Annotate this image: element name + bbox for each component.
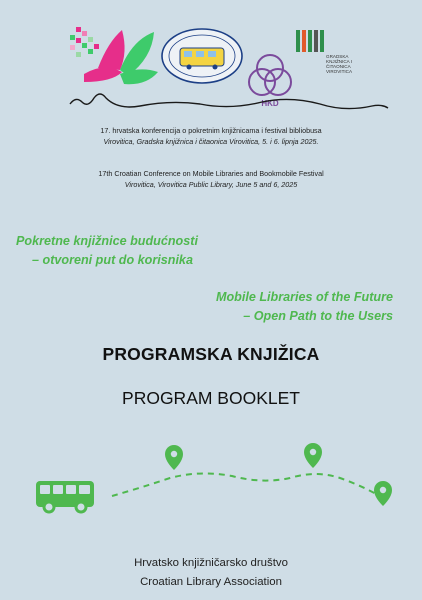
- organization-name-hr: Hrvatsko knjižničarsko društvo: [134, 557, 288, 569]
- hkd-label: HKD: [261, 99, 279, 108]
- map-pin-icon: [304, 443, 322, 468]
- conference-location-hr: Virovitica, Gradska knjižnica i čitaonica Virovitica, 5. i 6. lipnja 2025.: [103, 137, 319, 146]
- conference-title-en: 17th Croatian Conference on Mobile Libraries and Bookmobile Festival: [98, 169, 324, 178]
- conference-info-en: [0, 168, 422, 190]
- wavy-contour-line: [70, 94, 388, 109]
- conference-title-hr: 17. hrvatska konferencija o pokretnim knjižnicama i festival bibliobusa: [100, 126, 322, 135]
- library-logo-line-2: KNJIŽNICA I: [326, 59, 353, 64]
- library-logo-line-1: GRADSKA: [326, 54, 349, 59]
- bus-icon: [36, 481, 94, 512]
- route-graphic: [0, 430, 422, 540]
- subtitle-hr-line-2: – otvoreni put do korisnika: [32, 253, 193, 267]
- open-book-icon: [84, 30, 158, 84]
- page-title-hr: PROGRAMSKA KNJIŽICA: [102, 344, 320, 364]
- map-pin-icon: [165, 445, 183, 470]
- subtitle-en: [216, 288, 393, 326]
- map-pin-icon: [374, 481, 392, 506]
- page-title-en: PROGRAM BOOKLET: [122, 388, 300, 408]
- library-bars-logo: [296, 30, 353, 74]
- logo-strip: [0, 0, 422, 140]
- conference-location-en: Virovitica, Virovitica Public Library, June 5 and 6, 2025: [124, 180, 298, 189]
- bookmobile-seal-logo: [162, 29, 242, 83]
- subtitle-hr: [16, 232, 198, 270]
- footer: [0, 554, 422, 592]
- subtitle-en-line-1: Mobile Libraries of the Future: [215, 290, 393, 304]
- dashed-route-line: [112, 473, 376, 496]
- pixel-squares-icon: [70, 27, 99, 57]
- organization-name-en: Croatian Library Association: [140, 576, 282, 588]
- library-logo-line-4: VIROVITICA: [326, 69, 353, 74]
- library-logo-line-3: ČITAONICA: [326, 64, 351, 69]
- conference-info-hr: [0, 125, 422, 147]
- subtitle-en-line-2: – Open Path to the Users: [243, 309, 393, 323]
- subtitle-hr-line-1: Pokretne knjižnice budućnosti: [16, 234, 198, 248]
